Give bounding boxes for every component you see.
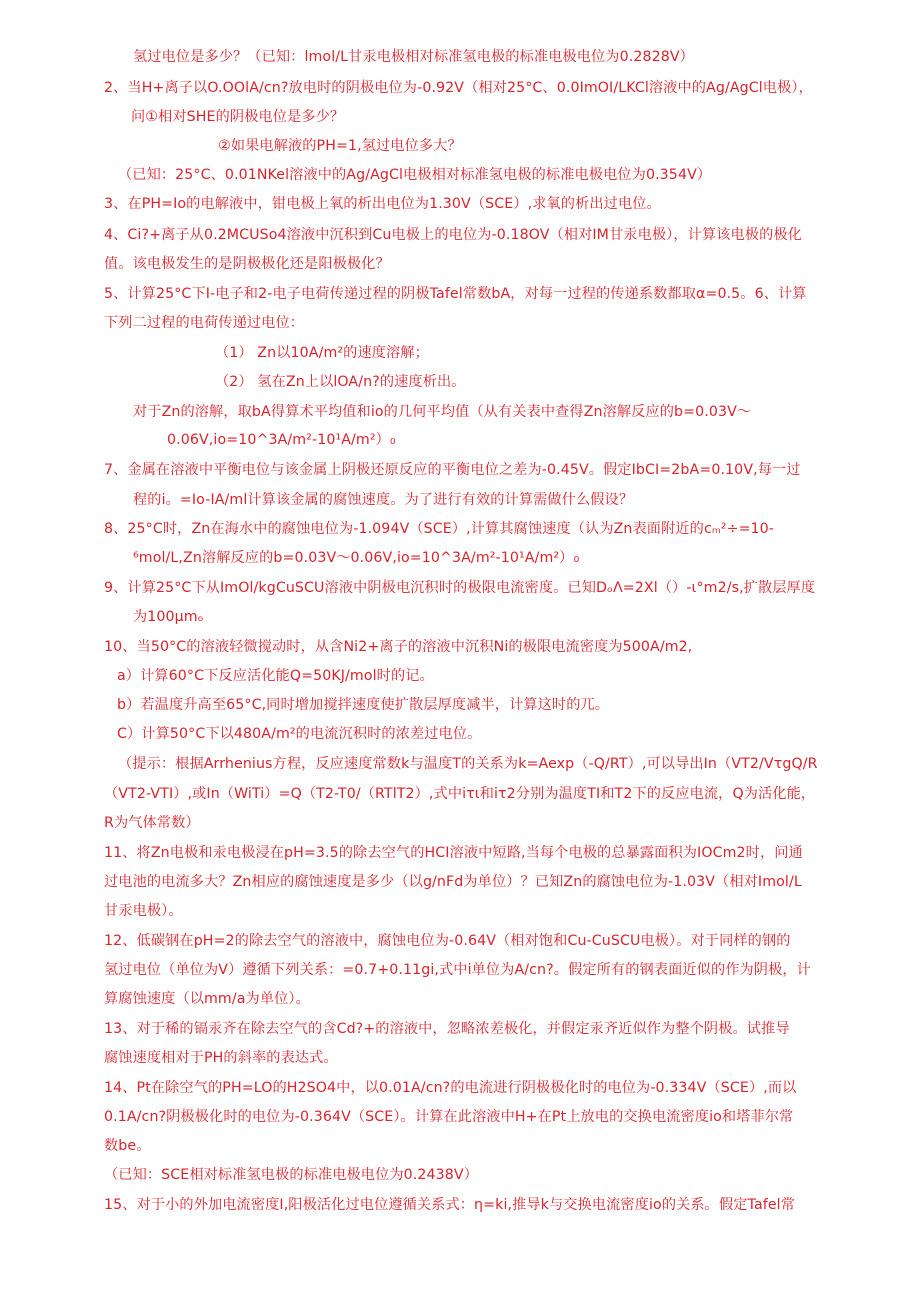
text-line: R为气体常数） — [104, 815, 200, 831]
text-line: ②如果电解液的PH=1,氢过电位多大？ — [218, 138, 462, 154]
text-line: 0.06V,io=10^3A/m²-10¹A/m²）₀ — [167, 432, 396, 448]
text-line: 程的i。=Io-IA/ml计算该金属的腐蚀速度。为了进行有效的计算需做什么假设？ — [133, 492, 634, 508]
text-line: 8、25°C时，Zn在海水中的腐蚀电位为-1.094V（SCE）,计算其腐蚀速度（认为Zn表面附近的cₘ²÷=10- — [104, 521, 775, 537]
text-line: 5、计算25°C下I-电子和2-电子电荷传递过程的阴极Tafel常数bA，对每一过程的传递系数都取α=0.5。6、计算 — [104, 286, 807, 302]
text-line: 甘汞电极）。 — [104, 903, 183, 919]
text-line: 2、当H+离子以O.OOlA/cn?放电时的阴极电位为-0.92V（相对25°C、0.0ImOI/LKCl溶液中的Ag/AgCl电极）， — [104, 80, 813, 96]
text-line: 11、将Zn电极和汞电极浸在pH=3.5的除去空气的HCI溶液中短路,当每个电极的总暴露面积为IOCm2时，问通 — [104, 845, 803, 861]
text-line: 0.1A/cn?阴极极化时的电位为-0.364V（SCE）。计算在此溶液中H+在Pt上放电的交换电流密度io和塔菲尔常 — [104, 1109, 794, 1125]
text-line: 氢过电位（单位为V）遵循下列关系：=0.7+0.11gi,式中i单位为A/cn?。假定所有的钢表面近似的作为阴极，计 — [104, 962, 811, 978]
text-line: 4、Ci?+离子从0.2MCUSo4溶液中沉积到Cu电极上的电位为-0.18OV（相对IM甘汞电极），计算该电极的极化 — [104, 227, 802, 243]
text-line: （2） 氢在Zn上以lOA/n?的速度析出。 — [215, 374, 466, 390]
text-line: 氢过电位是多少？（已知：lmol/L甘汞电极相对标准氢电极的标准电极电位为0.2828V） — [133, 49, 694, 65]
text-line: 对于Zn的溶解，取bA得算术平均值和io的几何平均值（从有关表中查得Zn溶解反应的b=0.03V～ — [133, 404, 752, 420]
text-line: 问①相对SHE的阴极电位是多少？ — [131, 109, 345, 125]
text-line: ⁶mol/L,Zn溶解反应的b=0.03V～0.06V,io=10^3A/m²-10¹A/m²）₀ — [133, 550, 580, 566]
text-line: 7、金属在溶液中平衡电位与该金属上阴极还原反应的平衡电位之差为-0.45V。假定IbCI=2bA=0.10V,每一过 — [104, 462, 801, 478]
text-line: 13、对于稀的镉汞齐在除去空气的含Cd?+的溶液中，忽略浓差极化，并假定汞齐近似作为整个阴极。试推导 — [104, 1021, 790, 1037]
text-line: 腐蚀速度相对于PH的斜率的表达式。 — [104, 1050, 338, 1066]
text-line: 为100μmₒ — [133, 609, 204, 625]
text-line: （VT2-VTI）,或In（WiTi）=Q（T2-T0/（RTlT2）,式中iτι和iτ2分别为温度TI和T2下的反应电流，Q为活化能， — [104, 786, 816, 802]
text-line: （1） Zn以10A/m²的速度溶解； — [215, 345, 429, 361]
text-line: 值。该电极发生的是阴极极化还是阳极极化？ — [104, 256, 390, 272]
text-line: 算腐蚀速度（以mm/a为单位）。 — [104, 991, 310, 1007]
text-line: 3、在PH=Io的电解液中，钳电极上氧的析出电位为1.30V（SCE）,求氧的析出过电位。 — [104, 196, 661, 212]
text-line: （提示：根据Arrhenius方程，反应速度常数k与温度T的关系为k=Aexp（-Q/RT）,可以导出In（VT2/VτgQ/R — [118, 756, 818, 772]
text-line: C）计算50°C下以480A/m²的电流沉积时的浓差过电位。 — [117, 726, 482, 742]
text-line: 9、计算25°C下从ImOl/kgCuSCU溶液中阴极电沉积时的极限电流密度。已知DₒΛ=2Xl（）-ι°m2/s,扩散层厚度 — [104, 580, 816, 596]
text-line: 10、当50°C的溶液轻微搅动时，从含Ni2+离子的溶液中沉积Ni的极限电流密度为500A/m2, — [104, 639, 693, 655]
text-line: 数be。 — [104, 1138, 151, 1154]
text-line: 下列二过程的电荷传递过电位： — [104, 315, 305, 331]
text-line: 过电池的电流多大？Zn相应的腐蚀速度是多少（以g/nFd为单位）？已知Zn的腐蚀电位为-1.03V（相对Imol/L — [104, 874, 802, 890]
text-line: b）若温度升高至65°C,同时增加搅拌速度使扩散层厚度减半，计算这时的兀。 — [117, 697, 610, 713]
text-line: （已知：SCE相对标准氢电极的标准电极电位为0.2438V） — [104, 1167, 478, 1183]
text-line: （已知：25°C、0.01NKel溶液中的Ag/AgCl电极相对标准氢电极的标准电极电位为0.354V） — [118, 167, 712, 183]
text-line: 15、对于小的外加电流密度I,阳极活化过电位遵循关系式：η=ki,推导k与交换电流密度io的关系。假定Tafel常 — [104, 1197, 796, 1213]
text-line: a）计算60°C下反应活化能Q=50KJ/mol时的记。 — [117, 668, 434, 684]
text-line: 14、Pt在除空气的PH=LO的H2SO4中，以0.01A/cn?的电流进行阴极极化时的电位为-0.334V（SCE）,而以 — [104, 1080, 797, 1096]
text-line: 12、低碳钢在pH=2的除去空气的溶液中，腐蚀电位为-0.64V（相对饱和Cu-CuSCU电极）。对于同样的钢的 — [104, 933, 791, 949]
